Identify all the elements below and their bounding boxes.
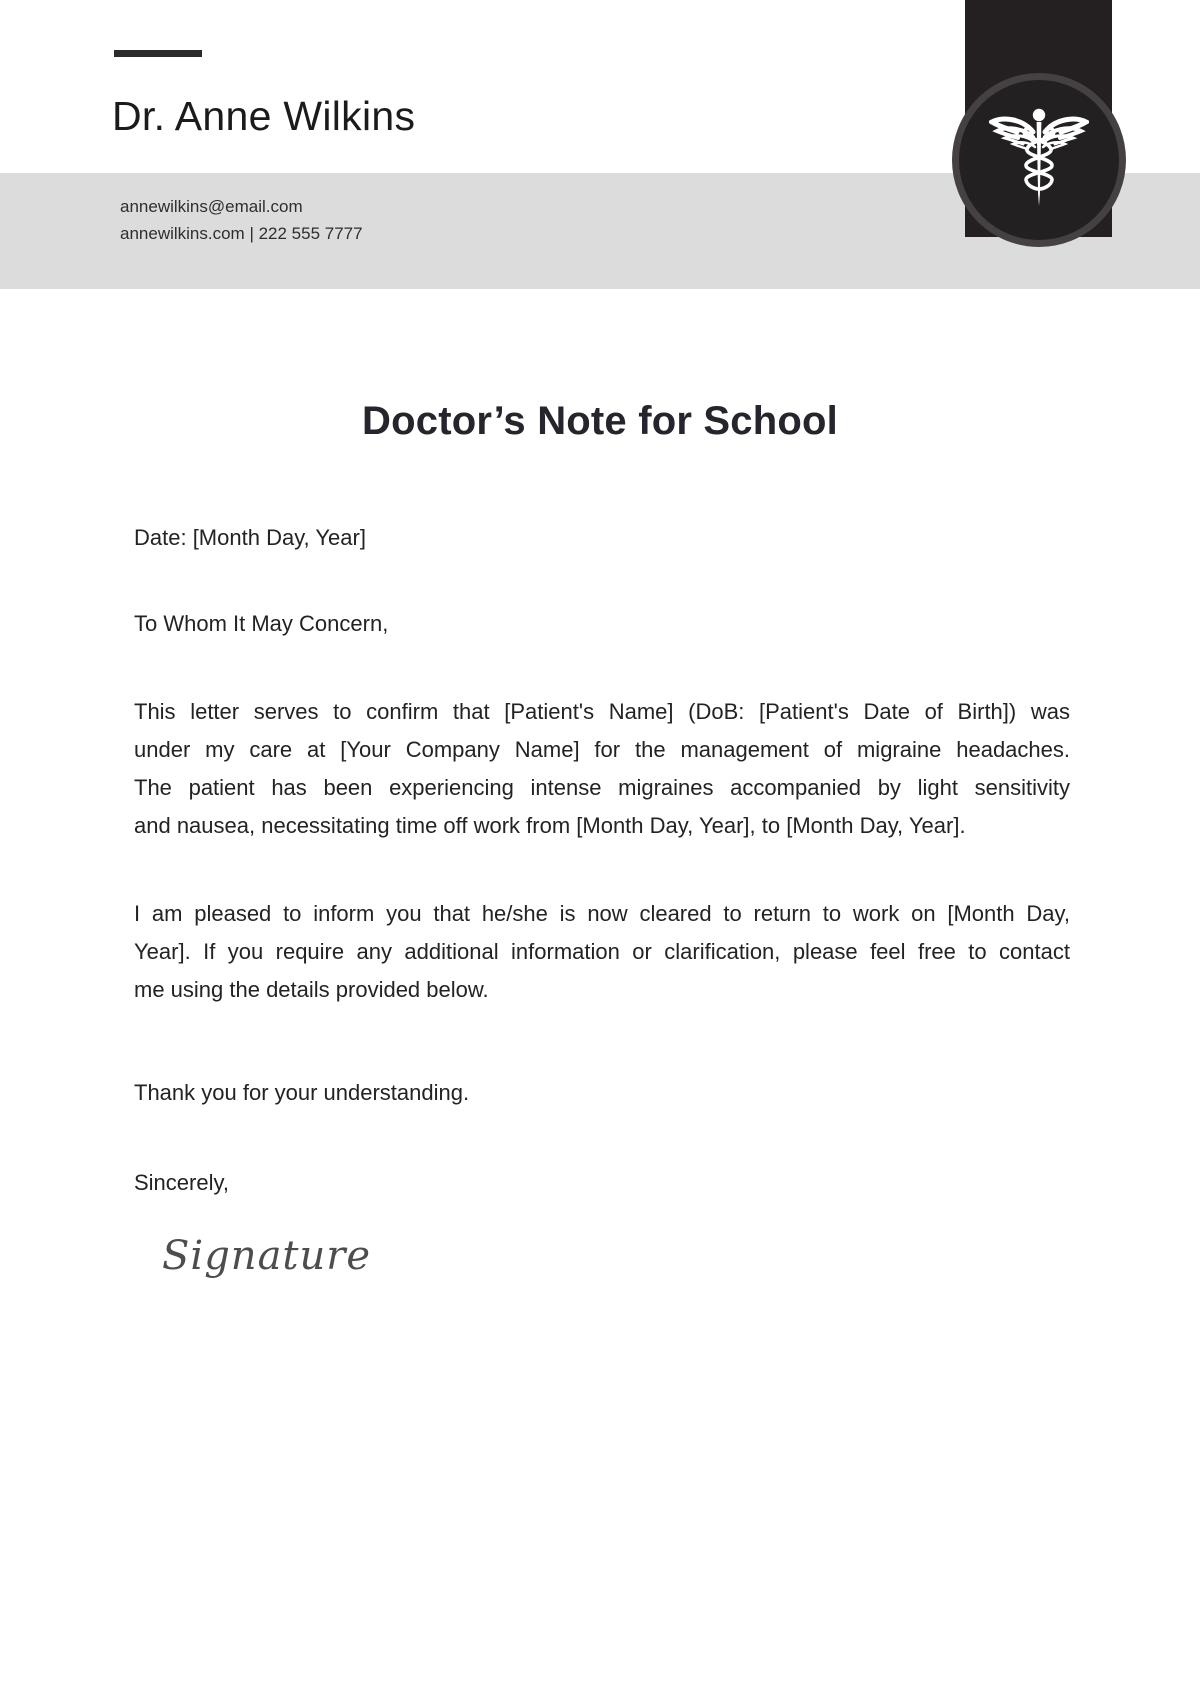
date-line: Date: [Month Day, Year] xyxy=(134,525,366,550)
paragraph-line: under my care at [Your Company Name] for the management of migraine headaches. xyxy=(134,737,1070,762)
letter-title: Doctor’s Note for School xyxy=(362,399,838,443)
contact-info xyxy=(120,193,363,247)
closing-thanks: Thank you for your understanding. xyxy=(134,1080,470,1105)
letter-body xyxy=(134,519,1070,1280)
contact-website-phone: annewilkins.com | 222 555 7777 xyxy=(120,224,363,243)
contact-email: annewilkins@email.com xyxy=(120,197,303,216)
medical-badge xyxy=(952,73,1126,247)
paragraph-return-to-work xyxy=(134,895,1070,1009)
caduceus-icon xyxy=(989,106,1089,215)
paragraph-line: and nausea, necessitating time off work from [Month Day, Year], to [Month Day, Year]. xyxy=(134,813,966,838)
paragraph-care-confirmation xyxy=(134,693,1070,845)
paragraph-line: Year]. If you require any additional information or clarification, please feel free to contact xyxy=(134,939,1070,964)
accent-bar xyxy=(114,50,202,57)
paragraph-line: me using the details provided below. xyxy=(134,977,489,1002)
signature-script: Signature xyxy=(162,1233,372,1279)
salutation: To Whom It May Concern, xyxy=(134,611,389,636)
closing-sincerely: Sincerely, xyxy=(134,1170,229,1195)
paragraph-line: The patient has been experiencing intense migraines accompanied by light sensitivity xyxy=(134,775,1070,800)
paragraph-line: I am pleased to inform you that he/she is now cleared to return to work on [Month Day, xyxy=(134,901,1070,926)
doctor-name-heading: Dr. Anne Wilkins xyxy=(112,93,416,139)
paragraph-line: This letter serves to confirm that [Patient's Name] (DoB: [Patient's Date of Birth]) was xyxy=(134,699,1070,724)
